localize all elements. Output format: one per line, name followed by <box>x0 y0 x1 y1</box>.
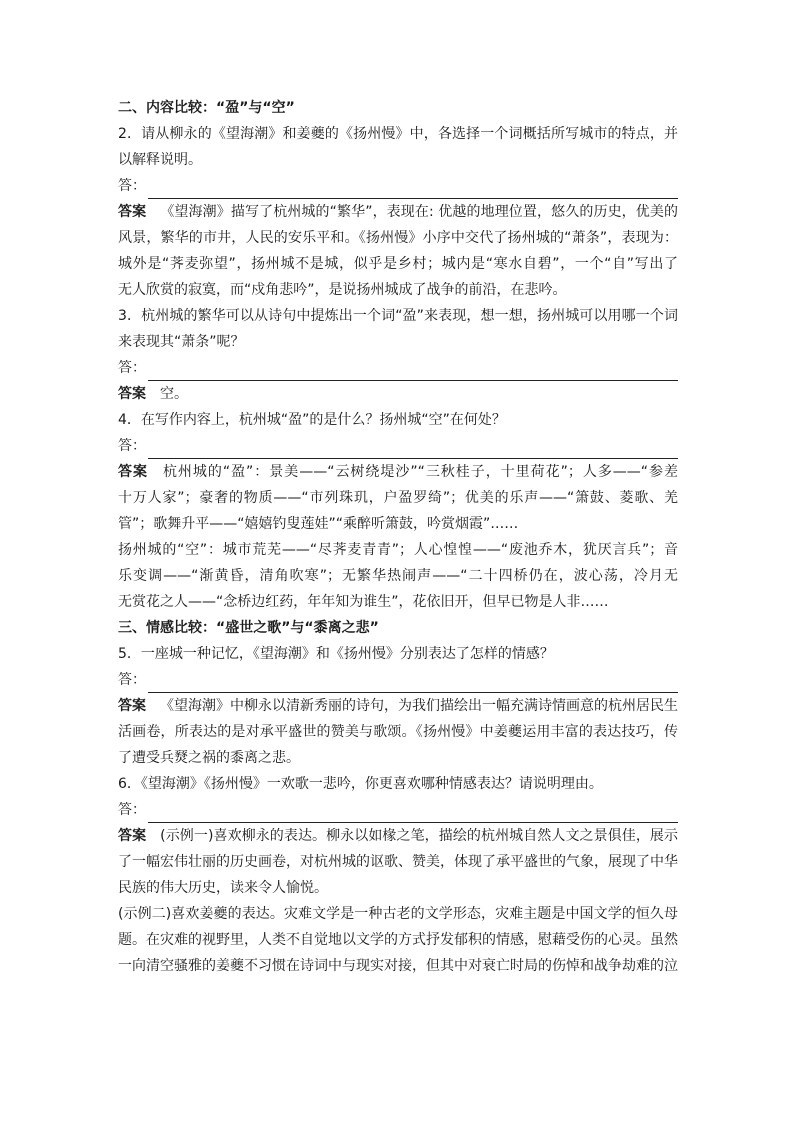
q5-line-1: 5．一座城一种记忆，《望海潮》和《扬州慢》分别表达了怎样的情感？ <box>118 646 554 662</box>
q6-key-label: 答案 <box>118 828 147 844</box>
q2-key-line-1 <box>118 199 678 225</box>
q5-answer-label: 答： <box>118 672 146 688</box>
q4-key-line-2: 十万人家”；豪奢的物质——“市列珠玑，户盈罗绮”；优美的乐声——“箫鼓、菱歌、羌 <box>118 490 678 506</box>
section3-heading: 三、情感比较：“盛世之歌”与“黍离之悲” <box>118 620 379 636</box>
q5-answer-field[interactable] <box>118 667 678 693</box>
q3-key-text-1: 空。 <box>160 386 188 402</box>
q6-answer-label: 答： <box>118 802 146 818</box>
q2-answer-label: 答： <box>118 178 146 194</box>
q5-key-label: 答案 <box>118 698 146 714</box>
section2-heading: 二、内容比较：“盈”与“空” <box>118 100 295 116</box>
q4-key-line-6: 无赏花之人——“念桥边红药，年年知为谁生”，花依旧开，但早已物是人非…… <box>118 594 609 610</box>
q6-key-line-2: 了一幅宏伟壮丽的历史画卷，对杭州城的讴歌、赞美，体现了承平盛世的气象，展现了中华 <box>118 854 678 870</box>
q6-answer-rule <box>148 804 678 823</box>
q2-line-1: 2．请从柳永的《望海潮》和姜夔的《扬州慢》中，各选择一个词概括所写城市的特点，并 <box>118 126 678 142</box>
q4-answer-field[interactable] <box>118 433 678 459</box>
q6-key-line-4: (示例二)喜欢姜夔的表达。灾难文学是一种古老的文学形态，灾难主题是中国文学的恒久母 <box>118 906 678 922</box>
q2-answer-rule <box>148 180 678 199</box>
q5-key-line-3: 了遭受兵燹之祸的黍离之悲。 <box>118 750 300 766</box>
q6-key-line-3: 民族的伟大历史，读来令人愉悦。 <box>118 880 328 896</box>
q2-key-label: 答案 <box>118 204 147 220</box>
q4-key-line-5: 乐变调——“渐黄昏，清角吹寒”；无繁华热闹声——“二十四桥仍在，波心荡，冷月无 <box>118 568 678 584</box>
q4-answer-rule <box>148 440 678 459</box>
q2-answer-field[interactable] <box>118 173 678 199</box>
q3-line-2: 来表现其“萧条”呢？ <box>118 334 245 350</box>
q4-answer-label: 答： <box>118 438 146 454</box>
q3-answer-label: 答： <box>118 360 146 376</box>
q6-key-line-5: 题。在灾难的视野里，人类不自觉地以文学的方式抒发郁积的情感，慰藉受伤的心灵。虽然 <box>118 932 678 948</box>
q6-answer-field[interactable] <box>118 797 678 823</box>
q2-key-line-2: 风景，繁华的市井，人民的安乐平和。《扬州慢》小序中交代了扬州城的“萧条”，表现为： <box>118 230 678 246</box>
q6-key-line-6: 一向清空骚雅的姜夔不习惯在诗词中与现实对接，但其中对衰亡时局的伤悼和战争劫难的泣 <box>118 958 678 974</box>
q4-key-line-3: 管”；歌舞升平——“嬉嬉钓叟莲娃”“乘醉听箫鼓，吟赏烟霞”…… <box>118 516 519 532</box>
q4-key-line-1 <box>118 459 678 485</box>
q3-line-1: 3．杭州城的繁华可以从诗句中提炼出一个词“盈”来表现，想一想，扬州城可以用哪一个词 <box>118 308 678 324</box>
q6-key-text-1: (示例一)喜欢柳永的表达。柳永以如椽之笔，描绘的杭州城自然人文之景俱佳，展示 <box>160 828 678 844</box>
q2-line-2: 以解释说明。 <box>118 152 202 168</box>
q4-key-label: 答案 <box>118 464 148 480</box>
q5-key-line-2: 活画卷，所表达的是对承平盛世的赞美与歌颂。《扬州慢》中姜夔运用丰富的表达技巧，传 <box>118 724 678 740</box>
q6-key-line-1 <box>118 823 678 849</box>
q4-line-1: 4．在写作内容上，杭州城“盈”的是什么？扬州城“空”在何处？ <box>118 412 506 428</box>
q2-key-line-4: 无人欣赏的寂寞，而“戍角悲吟”，是说扬州城成了战争的前沿，在悲吟。 <box>118 282 567 298</box>
q5-key-line-1 <box>118 693 678 719</box>
q3-answer-rule <box>148 362 678 381</box>
q5-answer-rule <box>148 674 678 693</box>
q3-answer-field[interactable] <box>118 355 678 381</box>
q3-key-label: 答案 <box>118 386 146 402</box>
q6-line-1: 6．《望海潮》《扬州慢》一欢歌一悲吟，你更喜欢哪种情感表达？请说明理由。 <box>118 776 603 792</box>
q2-key-line-3: 城外是“荠麦弥望”，扬州城不是城，似乎是乡村；城内是“寒水自碧”，一个“自”写出了 <box>118 256 678 272</box>
q2-key-text-1: 《望海潮》描写了杭州城的“繁华”，表现在: 优越的地理位置，悠久的历史，优美的 <box>160 204 678 220</box>
q4-key-line-4: 扬州城的“空”：城市荒芜——“尽荠麦青青”；人心惶惶——“废池乔木，犹厌言兵”；音 <box>118 542 678 558</box>
document-content <box>118 95 678 979</box>
q5-key-text-1: 《望海潮》中柳永以清新秀丽的诗句，为我们描绘出一幅充满诗情画意的杭州居民生 <box>160 698 678 714</box>
q4-key-text-1: 杭州城的“盈”：景美——“云树绕堤沙”“三秋桂子，十里荷花”；人多——“参差 <box>161 464 678 480</box>
q3-key-line-1 <box>118 381 678 407</box>
